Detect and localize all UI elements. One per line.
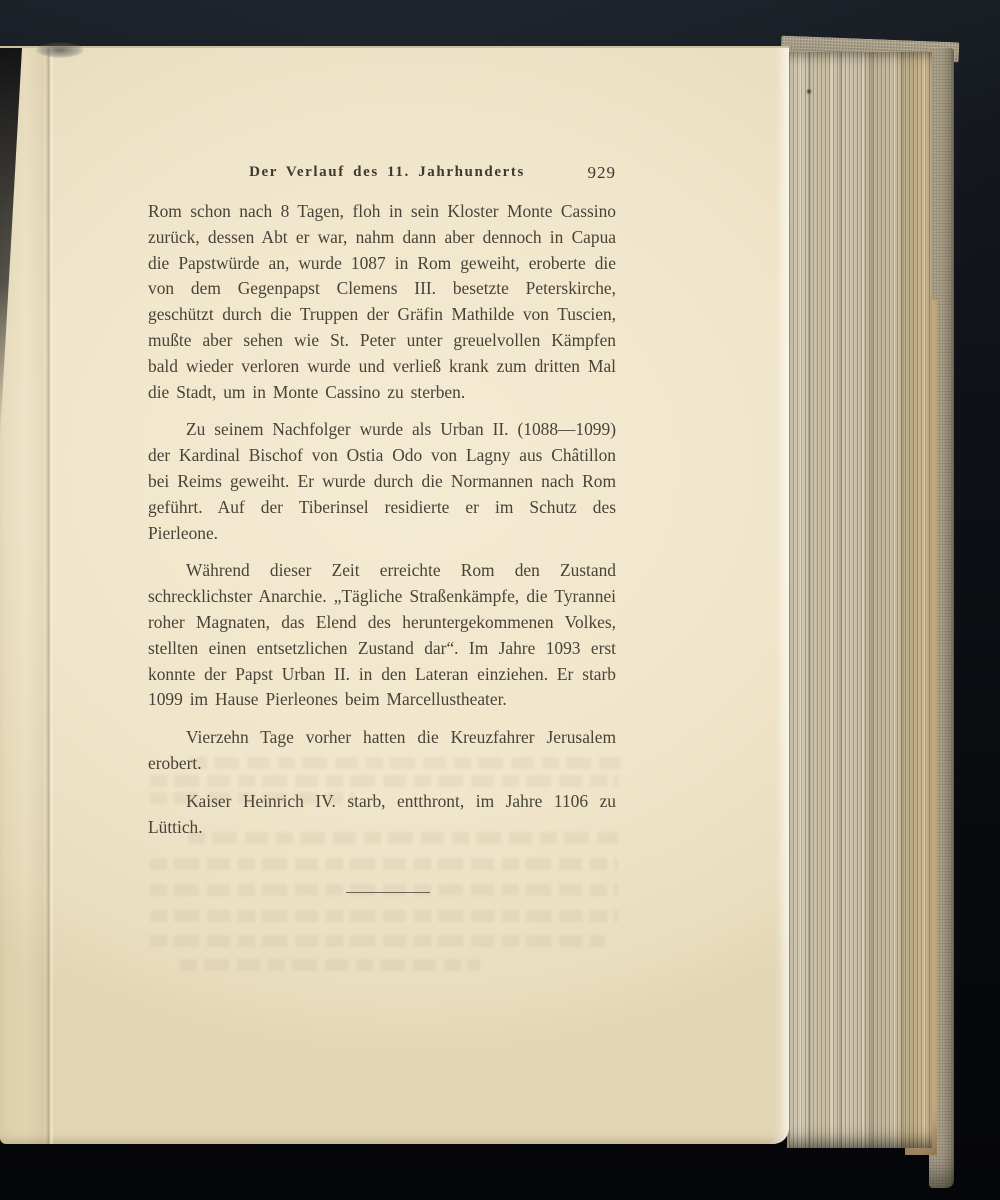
paragraph: Vierzehn Tage vorher hatten die Kreuzfahrer Jerusalem erobert. bbox=[148, 727, 616, 773]
page-number: 929 bbox=[587, 163, 616, 182]
show-through-text bbox=[150, 775, 618, 787]
show-through-text bbox=[150, 792, 355, 804]
book-fore-edge-pages bbox=[787, 52, 932, 1148]
show-through-text bbox=[150, 884, 618, 896]
running-header-title: Der Verlauf des 11. Jahrhunderts bbox=[249, 164, 525, 180]
show-through-text bbox=[150, 935, 605, 947]
paragraph: Während dieser Zeit erreichte Rom den Zustand schrecklichster Anarchie. „Tägliche Straßenkämpfe, die Tyrannei roher Magnaten, das Elend des heruntergekommenen Volkes, stellten einen entsetzlichen Zustand dar“. Im Jahre 1093 erst konnte der Papst Urban II. in den Lateran einziehen. Er starb 1099 im Hause Pierleones beim Marcellustheater. bbox=[148, 560, 616, 710]
show-through-text bbox=[150, 858, 618, 870]
paragraph: Rom schon nach 8 Tagen, floh in sein Kloster Monte Cassino zurück, dessen Abt er war, nahm dann aber dennoch in Capua die Papstwürde an, wurde 1087 in Rom geweiht, eroberte die von dem Gegenpapst Clemens III. besetzte Peterskirche, geschützt durch die Truppen der Gräfin Mathilde von Tuscien, mußte aber sehen wie St. Peter unter greuelvollen Kämpfen bald wieder verloren wurde und verließ krank zum dritten Mal die Stadt, um in Monte Cassino zu sterben. bbox=[148, 201, 616, 402]
body-text bbox=[148, 199, 616, 893]
paragraph: Zu seinem Nachfolger wurde als Urban II. (1088—1099) der Kardinal Bischof von Ostia Odo von Lagny aus Châtillon bei Reims geweiht. Er wurde durch die Normannen nach Rom geführt. Auf der Tiberinsel residierte er im Schutz des Pierleone. bbox=[148, 419, 616, 543]
paragraph: Kaiser Heinrich IV. starb, entthront, im Jahre 1106 zu Lüttich. bbox=[148, 790, 616, 837]
dust-speck bbox=[806, 88, 812, 95]
running-header bbox=[148, 164, 616, 186]
page-gutter-crease bbox=[44, 48, 54, 1144]
show-through-text bbox=[150, 910, 618, 922]
page-edge-smudge bbox=[36, 42, 84, 58]
show-through-text bbox=[188, 832, 618, 844]
show-through-text bbox=[190, 757, 620, 769]
show-through-text bbox=[180, 959, 480, 971]
book-page bbox=[0, 46, 789, 1144]
